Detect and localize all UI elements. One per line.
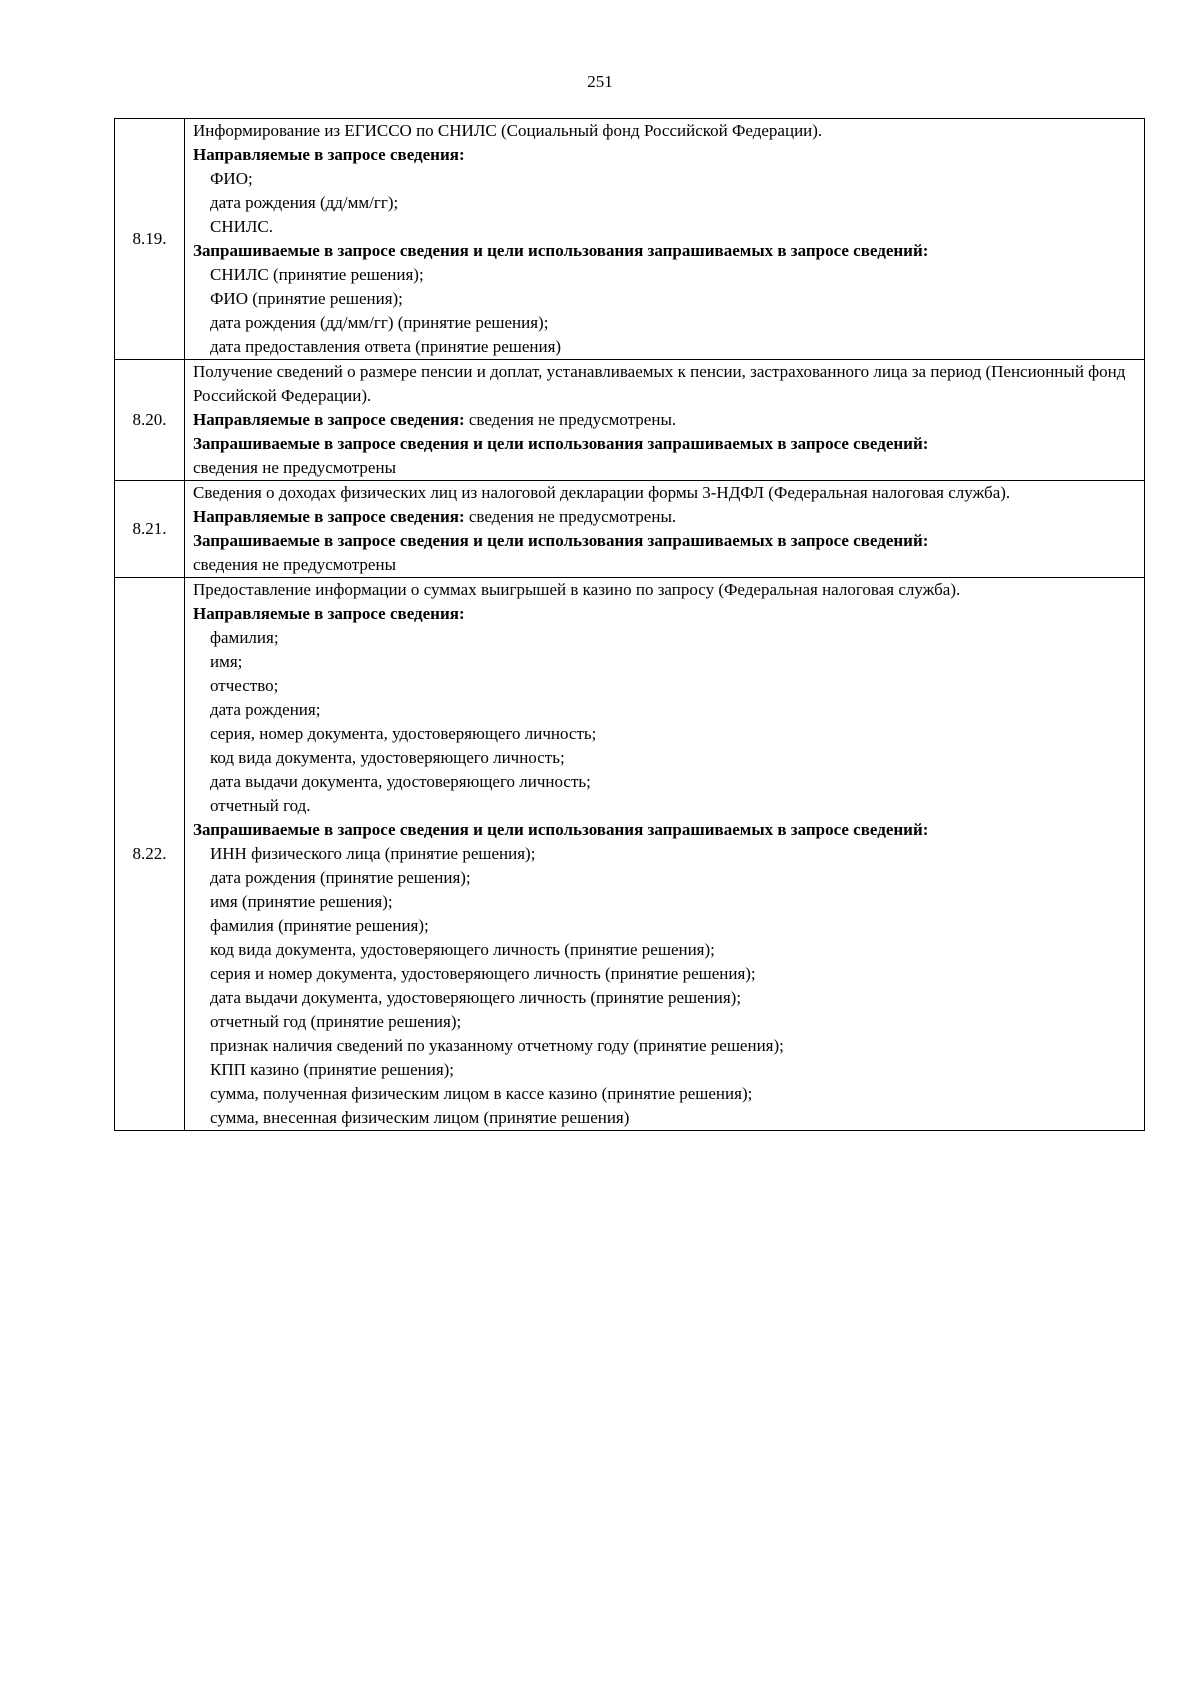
requested-item: дата предоставления ответа (принятие решения) (210, 337, 562, 356)
row-number: 8.22. (115, 578, 185, 1131)
requested-item: фамилия (принятие решения); (210, 916, 429, 935)
row-number: 8.21. (115, 481, 185, 578)
requests-table (114, 118, 1145, 1131)
table-row (115, 481, 1145, 578)
table-row (115, 360, 1145, 481)
requested-item: дата выдачи документа, удостоверяющего личность (принятие решения); (210, 988, 742, 1007)
requested-heading: Запрашиваемые в запросе сведения и цели использования запрашиваемых в запросе сведений: (193, 434, 929, 453)
sent-line (193, 505, 1140, 529)
requested-item: серия и номер документа, удостоверяющего личность (принятие решения); (210, 964, 756, 983)
row-number: 8.19. (115, 119, 185, 360)
sent-item: код вида документа, удостоверяющего личность; (210, 748, 565, 767)
sent-item: ФИО; (210, 169, 253, 188)
sent-item: имя; (210, 652, 243, 671)
sent-item: отчество; (210, 676, 279, 695)
sent-line (193, 408, 1140, 432)
row-title: Сведения о доходах физических лиц из налоговой декларации формы 3-НДФЛ (Федеральная налоговая служба). (193, 483, 1011, 502)
sent-item: дата выдачи документа, удостоверяющего личность; (210, 772, 591, 791)
table-row (115, 578, 1145, 1131)
sent-inline: сведения не предусмотрены. (464, 410, 677, 429)
row-title: Информирование из ЕГИССО по СНИЛС (Социальный фонд Российской Федерации). (193, 121, 823, 140)
requested-item: сумма, полученная физическим лицом в кассе казино (принятие решения); (210, 1084, 753, 1103)
requested-item: код вида документа, удостоверяющего личность (принятие решения); (210, 940, 715, 959)
sent-heading: Направляемые в запросе сведения: (193, 145, 465, 164)
requested-heading: Запрашиваемые в запросе сведения и цели использования запрашиваемых в запросе сведений: (193, 241, 929, 260)
requested-item: ИНН физического лица (принятие решения); (210, 844, 536, 863)
row-content (185, 481, 1145, 578)
requested-item: КПП казино (принятие решения); (210, 1060, 455, 1079)
requested-heading: Запрашиваемые в запросе сведения и цели использования запрашиваемых в запросе сведений: (193, 820, 929, 839)
requested-item: дата рождения (дд/мм/гг) (принятие решения); (210, 313, 549, 332)
table-row (115, 119, 1145, 360)
row-content (185, 578, 1145, 1131)
sent-item: серия, номер документа, удостоверяющего личность; (210, 724, 597, 743)
requested-heading: Запрашиваемые в запросе сведения и цели использования запрашиваемых в запросе сведений: (193, 531, 929, 550)
sent-inline: сведения не предусмотрены. (464, 507, 677, 526)
sent-item: СНИЛС. (210, 217, 274, 236)
requested-item: СНИЛС (принятие решения); (210, 265, 424, 284)
sent-heading: Направляемые в запросе сведения: (193, 410, 465, 429)
requested-text: сведения не предусмотрены (193, 555, 396, 574)
requested-item: дата рождения (принятие решения); (210, 868, 471, 887)
sent-heading: Направляемые в запросе сведения: (193, 604, 465, 623)
sent-item: дата рождения; (210, 700, 321, 719)
row-title: Получение сведений о размере пенсии и доплат, устанавливаемых к пенсии, застрахованного лица за период (Пенсионный фонд Российской Федерации). (193, 362, 1126, 405)
row-title: Предоставление информации о суммах выигрышей в казино по запросу (Федеральная налоговая служба). (193, 580, 961, 599)
sent-heading: Направляемые в запросе сведения: (193, 507, 465, 526)
requested-item: признак наличия сведений по указанному отчетному году (принятие решения); (210, 1036, 784, 1055)
requested-item: имя (принятие решения); (210, 892, 393, 911)
requested-item: сумма, внесенная физическим лицом (принятие решения) (210, 1108, 630, 1127)
requested-item: отчетный год (принятие решения); (210, 1012, 462, 1031)
requested-text: сведения не предусмотрены (193, 458, 396, 477)
row-number: 8.20. (115, 360, 185, 481)
sent-item: дата рождения (дд/мм/гг); (210, 193, 399, 212)
row-content (185, 119, 1145, 360)
sent-item: фамилия; (210, 628, 279, 647)
requested-item: ФИО (принятие решения); (210, 289, 403, 308)
sent-item: отчетный год. (210, 796, 311, 815)
page-number: 251 (587, 72, 613, 91)
row-content (185, 360, 1145, 481)
